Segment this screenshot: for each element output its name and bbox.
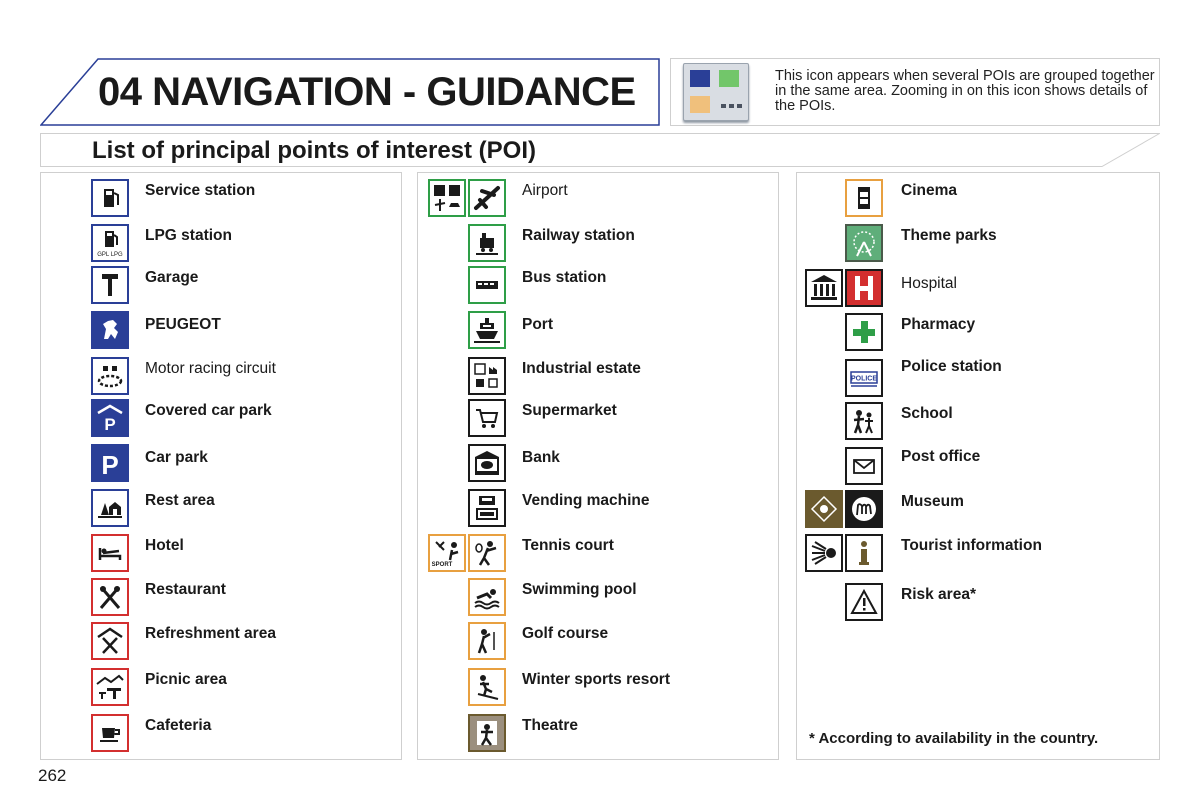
swimmer-icon bbox=[468, 578, 506, 616]
poi-label: Risk area* bbox=[901, 586, 976, 603]
covered-parking-icon bbox=[91, 399, 129, 437]
poi-label: Cafeteria bbox=[145, 717, 212, 734]
wrench-icon bbox=[91, 266, 129, 304]
poi-item-bank bbox=[418, 444, 778, 488]
poi-item-hotel bbox=[41, 532, 401, 576]
poi-label: Theatre bbox=[522, 717, 578, 734]
school-children-icon bbox=[845, 402, 883, 440]
rest-area-icon bbox=[91, 489, 129, 527]
pharmacy-cross-icon bbox=[845, 313, 883, 351]
bed-icon bbox=[91, 534, 129, 572]
poi-column-3 bbox=[796, 172, 1160, 760]
hospital-icon bbox=[845, 269, 883, 307]
poi-item-theatre bbox=[418, 712, 778, 756]
poi-item-hospital bbox=[797, 267, 1159, 311]
airplane-icon bbox=[468, 179, 506, 217]
poi-label: Tourist information bbox=[901, 537, 1042, 554]
poi-item-police-station bbox=[797, 353, 1159, 397]
cart-icon bbox=[468, 399, 506, 437]
poi-item-supermarket bbox=[418, 397, 778, 441]
police-icon bbox=[845, 359, 883, 397]
poi-column-2 bbox=[417, 172, 779, 760]
poi-item-winter-sports-resort bbox=[418, 666, 778, 710]
poi-item-picnic-area bbox=[41, 666, 401, 710]
poi-item-post-office bbox=[797, 443, 1159, 487]
poi-item-service-station bbox=[41, 177, 401, 221]
public-building-icon bbox=[805, 269, 843, 307]
envelope-icon bbox=[845, 447, 883, 485]
poi-item-swimming-pool bbox=[418, 576, 778, 620]
grouped-poi-icon bbox=[683, 63, 749, 121]
poi-label: Tennis court bbox=[522, 537, 614, 554]
museum-icon bbox=[845, 490, 883, 528]
theatre-icon bbox=[468, 714, 506, 752]
refreshment-icon bbox=[91, 622, 129, 660]
ship-icon bbox=[468, 311, 506, 349]
cup-icon bbox=[91, 714, 129, 752]
transport-group-icon bbox=[428, 179, 466, 217]
page-number: 262 bbox=[38, 766, 67, 785]
tennis-icon bbox=[468, 534, 506, 572]
poi-item-industrial-estate bbox=[418, 355, 778, 399]
svg-text:POLICE: POLICE bbox=[850, 375, 878, 383]
poi-label: Port bbox=[522, 316, 553, 333]
poi-label: Pharmacy bbox=[901, 316, 976, 333]
svg-text:P: P bbox=[104, 415, 116, 433]
poi-item-restaurant bbox=[41, 576, 401, 620]
golfer-icon bbox=[468, 622, 506, 660]
theme-park-icon bbox=[845, 224, 883, 262]
svg-text:SPORT: SPORT bbox=[432, 562, 453, 568]
bus-icon bbox=[468, 266, 506, 304]
info-icon bbox=[845, 534, 883, 572]
poi-label: Railway station bbox=[522, 227, 635, 244]
poi-item-motor-racing-circuit bbox=[41, 355, 401, 399]
grouped-poi-note bbox=[670, 58, 1160, 126]
poi-item-bus-station bbox=[418, 264, 778, 308]
lpg-pump-icon bbox=[91, 224, 129, 262]
picnic-icon bbox=[91, 668, 129, 706]
poi-item-museum bbox=[797, 488, 1159, 532]
poi-label: Golf course bbox=[522, 625, 609, 642]
section-title: List of principal points of interest (POI) bbox=[92, 137, 537, 164]
poi-label: Motor racing circuit bbox=[145, 360, 276, 377]
svg-text:GPL LPG: GPL LPG bbox=[97, 252, 123, 258]
race-circuit-icon bbox=[91, 357, 129, 395]
svg-text:P: P bbox=[101, 450, 119, 478]
lion-icon bbox=[91, 311, 129, 349]
poi-item-refreshment-area bbox=[41, 620, 401, 664]
factory-icon bbox=[468, 357, 506, 395]
poi-item-cafeteria bbox=[41, 712, 401, 756]
fuel-pump-icon bbox=[91, 179, 129, 217]
culture-group-icon bbox=[805, 490, 843, 528]
poi-label: Hospital bbox=[901, 275, 957, 292]
poi-label: Refreshment area bbox=[145, 625, 276, 642]
poi-label: Restaurant bbox=[145, 581, 226, 598]
lighthouse-beam-icon bbox=[805, 534, 843, 572]
poi-label: Winter sports resort bbox=[522, 671, 670, 688]
poi-label: Covered car park bbox=[145, 402, 272, 419]
film-icon bbox=[845, 179, 883, 217]
parking-icon bbox=[91, 444, 129, 482]
poi-item-vending-machine bbox=[418, 487, 778, 531]
poi-label: LPG station bbox=[145, 227, 232, 244]
poi-item-tourist-information bbox=[797, 532, 1159, 576]
poi-label: Car park bbox=[145, 449, 208, 466]
poi-item-school bbox=[797, 400, 1159, 444]
fork-knife-icon bbox=[91, 578, 129, 616]
chapter-title: 04 NAVIGATION - GUIDANCE bbox=[98, 70, 636, 114]
grouped-poi-note-text: This icon appears when several POIs are grouped together in the same area. Zooming in on this icon shows details of the POIs. bbox=[775, 68, 1155, 114]
bank-icon bbox=[468, 444, 506, 482]
poi-label: Cinema bbox=[901, 182, 957, 199]
poi-label: Bus station bbox=[522, 269, 607, 286]
poi-column-1 bbox=[40, 172, 402, 760]
poi-label: Bank bbox=[522, 449, 560, 466]
poi-label: Theme parks bbox=[901, 227, 997, 244]
poi-label: Museum bbox=[901, 493, 964, 510]
poi-label: Picnic area bbox=[145, 671, 227, 688]
skier-icon bbox=[468, 668, 506, 706]
poi-label: Post office bbox=[901, 448, 981, 465]
poi-item-rest-area bbox=[41, 487, 401, 531]
poi-item-tennis-court bbox=[418, 532, 778, 576]
poi-item-golf-course bbox=[418, 620, 778, 664]
poi-item-peugeot bbox=[41, 311, 401, 355]
poi-item-cinema bbox=[797, 177, 1159, 221]
poi-item-garage bbox=[41, 264, 401, 308]
poi-item-railway-station bbox=[418, 222, 778, 266]
poi-item-covered-car-park bbox=[41, 397, 401, 441]
poi-label: Garage bbox=[145, 269, 199, 286]
poi-label: Supermarket bbox=[522, 402, 617, 419]
availability-footnote: * According to availability in the country. bbox=[809, 730, 1099, 747]
poi-item-airport bbox=[418, 177, 778, 221]
poi-label: Hotel bbox=[145, 537, 184, 554]
train-icon bbox=[468, 224, 506, 262]
poi-label: School bbox=[901, 405, 953, 422]
poi-label: Airport bbox=[522, 182, 568, 199]
poi-item-lpg-station bbox=[41, 222, 401, 266]
poi-label: Service station bbox=[145, 182, 256, 199]
warning-icon bbox=[845, 583, 883, 621]
poi-item-port bbox=[418, 311, 778, 355]
sport-group-icon bbox=[428, 534, 466, 572]
poi-item-pharmacy bbox=[797, 311, 1159, 355]
poi-label: Swimming pool bbox=[522, 581, 637, 598]
poi-item-theme-parks bbox=[797, 222, 1159, 266]
poi-label: Industrial estate bbox=[522, 360, 641, 377]
poi-item-car-park bbox=[41, 444, 401, 488]
poi-item-risk-area bbox=[797, 581, 1159, 625]
poi-label: Vending machine bbox=[522, 492, 650, 509]
poi-label: Rest area bbox=[145, 492, 215, 509]
poi-label: PEUGEOT bbox=[145, 316, 221, 333]
poi-label: Police station bbox=[901, 358, 1002, 375]
vending-machine-icon bbox=[468, 489, 506, 527]
